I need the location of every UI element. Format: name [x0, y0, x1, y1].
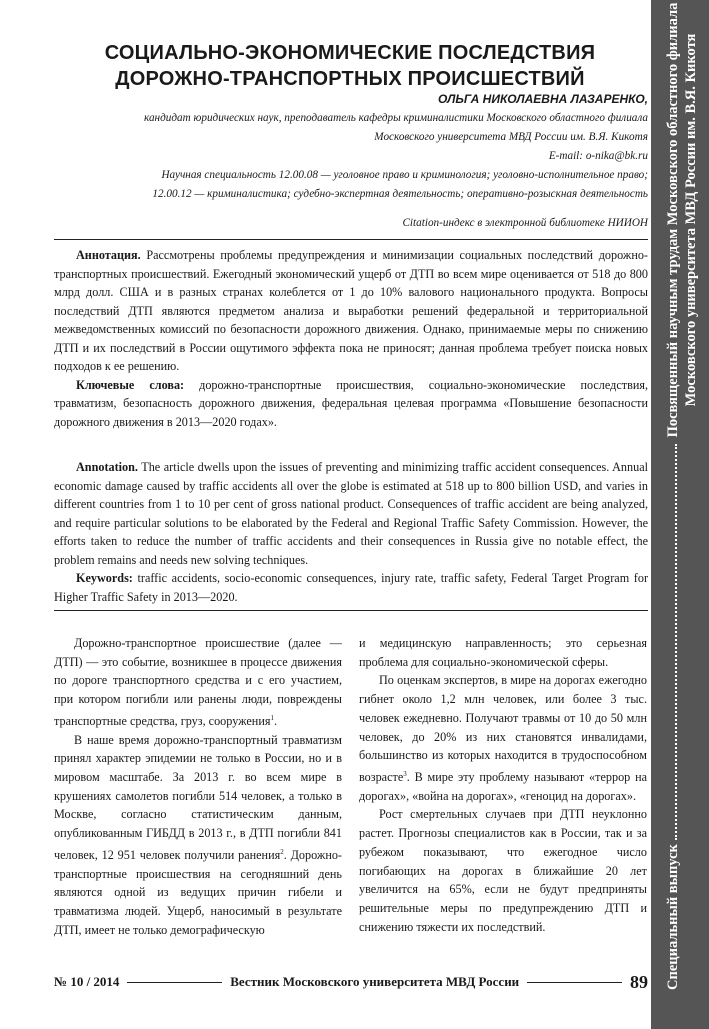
- author-email: E-mail: o-nika@bk.ru: [548, 150, 648, 162]
- page-number: 89: [630, 971, 648, 992]
- body-paragraph: По оценкам экспертов, в мире на дорогах ежегодно гибнет около 1,2 млн человек, или более 3 тыс. человек ежедневно. Получают травмы от 10 до 50 млн человек, до 20% из них становятся инвалидами, большинство из которых находится в трудоспособном возрасте$^3$. В мире эту проблему называют «террор на дорогах», «война на дорогах», «геноцид на дорогах».: [359, 673, 647, 803]
- body-column-left: [54, 634, 342, 939]
- abstract-ru: [54, 246, 648, 431]
- specialty-line-1: Научная специальность 12.00.08 — уголовное право и криминология; уголовно-исполнительное право;: [161, 169, 648, 181]
- author-name: ОЛЬГА НИКОЛАЕВНА ЛАЗАРЕНКО,: [438, 92, 648, 106]
- keywords-ru-text: дорожно-транспортные происшествия, социально-экономические последствия, травматизм, безопасность дорожного движения, федеральная целевая программа «Повышение безопасности дорожного движения в 2013—2020 годах».: [54, 377, 648, 429]
- keywords-ru-label: Ключевые слова:: [76, 377, 185, 392]
- footer-journal: Вестник Московского университета МВД России: [230, 974, 520, 989]
- footnote-ref[interactable]: 3: [403, 769, 407, 778]
- author-affiliation-2: Московского университета МВД России им. В.Я. Кикотя: [374, 131, 648, 143]
- citation-index: Citation-индекс в электронной библиотеке НИИОН: [402, 217, 648, 229]
- footer-issue: № 10 / 2014: [54, 974, 120, 989]
- abstract-ru-text: Рассмотрены проблемы предупреждения и минимизации социальных последствий дорожно-транспортных происшествий. Ежегодный экономический ущерб от ДТП во всем мире оценивается от 518 до 800 млрд долл. США и в разных странах колеблется от 1 до 10% валового национального продукта. Вопросы последствий ДТП являются предметом анализа и выработки решений федеральной и территориальной межведомственных комиссий по безопасности дорожного движения. Однако, принимаемые меры по снижению ДТП и их последствий в России ощутимого эффекта пока не приносят; данная проблема требует поиска новых подходов к ее решению.: [54, 248, 648, 373]
- article-title-line-2: ДОРОЖНО-ТРАНСПОРТНЫХ ПРОИСШЕСТВИЙ: [115, 68, 585, 90]
- footer-rule-left: [127, 982, 222, 983]
- abstract-en: [54, 458, 648, 606]
- body-paragraph: Рост смертельных случаев при ДТП неуклонно растет. Прогнозы специалистов как в России, так и за рубежом показывают, что ежегодное число погибающих на дорогах в ближайшие 20 лет увеличится на 65%, если не будут предприняты решительные меры по предупреждению ДТП и снижению тяжести их последствий.: [359, 807, 647, 934]
- author-affiliation-1: кандидат юридических наук, преподаватель кафедры криминалистики Московского областного филиала: [143, 112, 648, 124]
- divider-bottom: [54, 610, 648, 611]
- footer-rule-right: [527, 982, 622, 983]
- abstract-ru-label: Аннотация.: [76, 248, 141, 262]
- article-title-line-1: СОЦИАЛЬНО-ЭКОНОМИЧЕСКИЕ ПОСЛЕДСТВИЯ: [104, 42, 596, 64]
- sidebar-text: [664, 0, 708, 990]
- article-title: [54, 40, 646, 92]
- specialty-line-2: 12.00.12 — криминалистика; судебно-экспертная деятельность; оперативно-розыскная деятельность: [152, 188, 648, 200]
- author-block: [88, 90, 648, 233]
- divider-top: [54, 239, 648, 240]
- keywords-en-label: Keywords:: [76, 571, 133, 585]
- keywords-en-text: traffic accidents, socio-economic consequences, injury rate, traffic safety, Federal Target Program for Higher Traffic Safety in 2013—2020.: [54, 571, 648, 604]
- body-paragraph: и медицинскую направленность; это серьезная проблема для социально-экономической сферы.: [359, 636, 647, 669]
- abstract-en-label: Annotation.: [76, 460, 138, 474]
- page-footer: [54, 970, 648, 994]
- footnote-ref[interactable]: 1: [270, 713, 274, 722]
- sidebar-dotted-leader: [664, 444, 677, 840]
- body-paragraph: В наше время дорожно-транспортный травматизм принял характер эпидемии не только в России, но и в мировом масштабе. За 2013 г. во всем мире в крушениях самолетов погибли 514 человек, а только в Москве, согласно статистическим данным, опубликованным ГИБДД в 2013 г., в ДТП погибли 841 человек, 12 951 человек получили ранения$^2$. Дорожно-транспортные происшествия на сегодняшний день являются одной из ведущих причин гибели и травматизма людей. Ущерб, наносимый в результате ДТП, имеет не только демографическую: [54, 732, 342, 937]
- sidebar-issue-label: Специальный выпуск: [665, 844, 681, 990]
- abstract-en-text: The article dwells upon the issues of preventing and minimizing traffic accident consequences. Annual economic damage caused by traffic accidents all over the globe is estimated at 518 up to 800 billion USD, and varies in different countries from 1 to 10 per cent of gross national product. Consequences of traffic accident are being analyzed, and require particular solutions to be elaborated by the Federal and Regional Traffic Safety Commission. However, the efforts taken to reduce the number of traffic accidents and their consequences in Russia give no notable effect, the problem remains and needs new solving techniques.: [54, 460, 648, 567]
- sidebar-title: Посвященный научным трудам Московского областного филиала Московского университета МВД России им. В.Я. Кикотя: [665, 2, 699, 438]
- body-paragraph: Дорожно-транспортное происшествие (далее — ДТП) — это событие, возникшее в процессе движения по дороге транспортного средства и с его участием, при котором погибли или ранены люди, повреждены транспортные средства, груз, сооружения$^1$.: [54, 636, 342, 728]
- footnote-ref[interactable]: 2: [280, 847, 284, 856]
- body-column-right: [359, 634, 647, 936]
